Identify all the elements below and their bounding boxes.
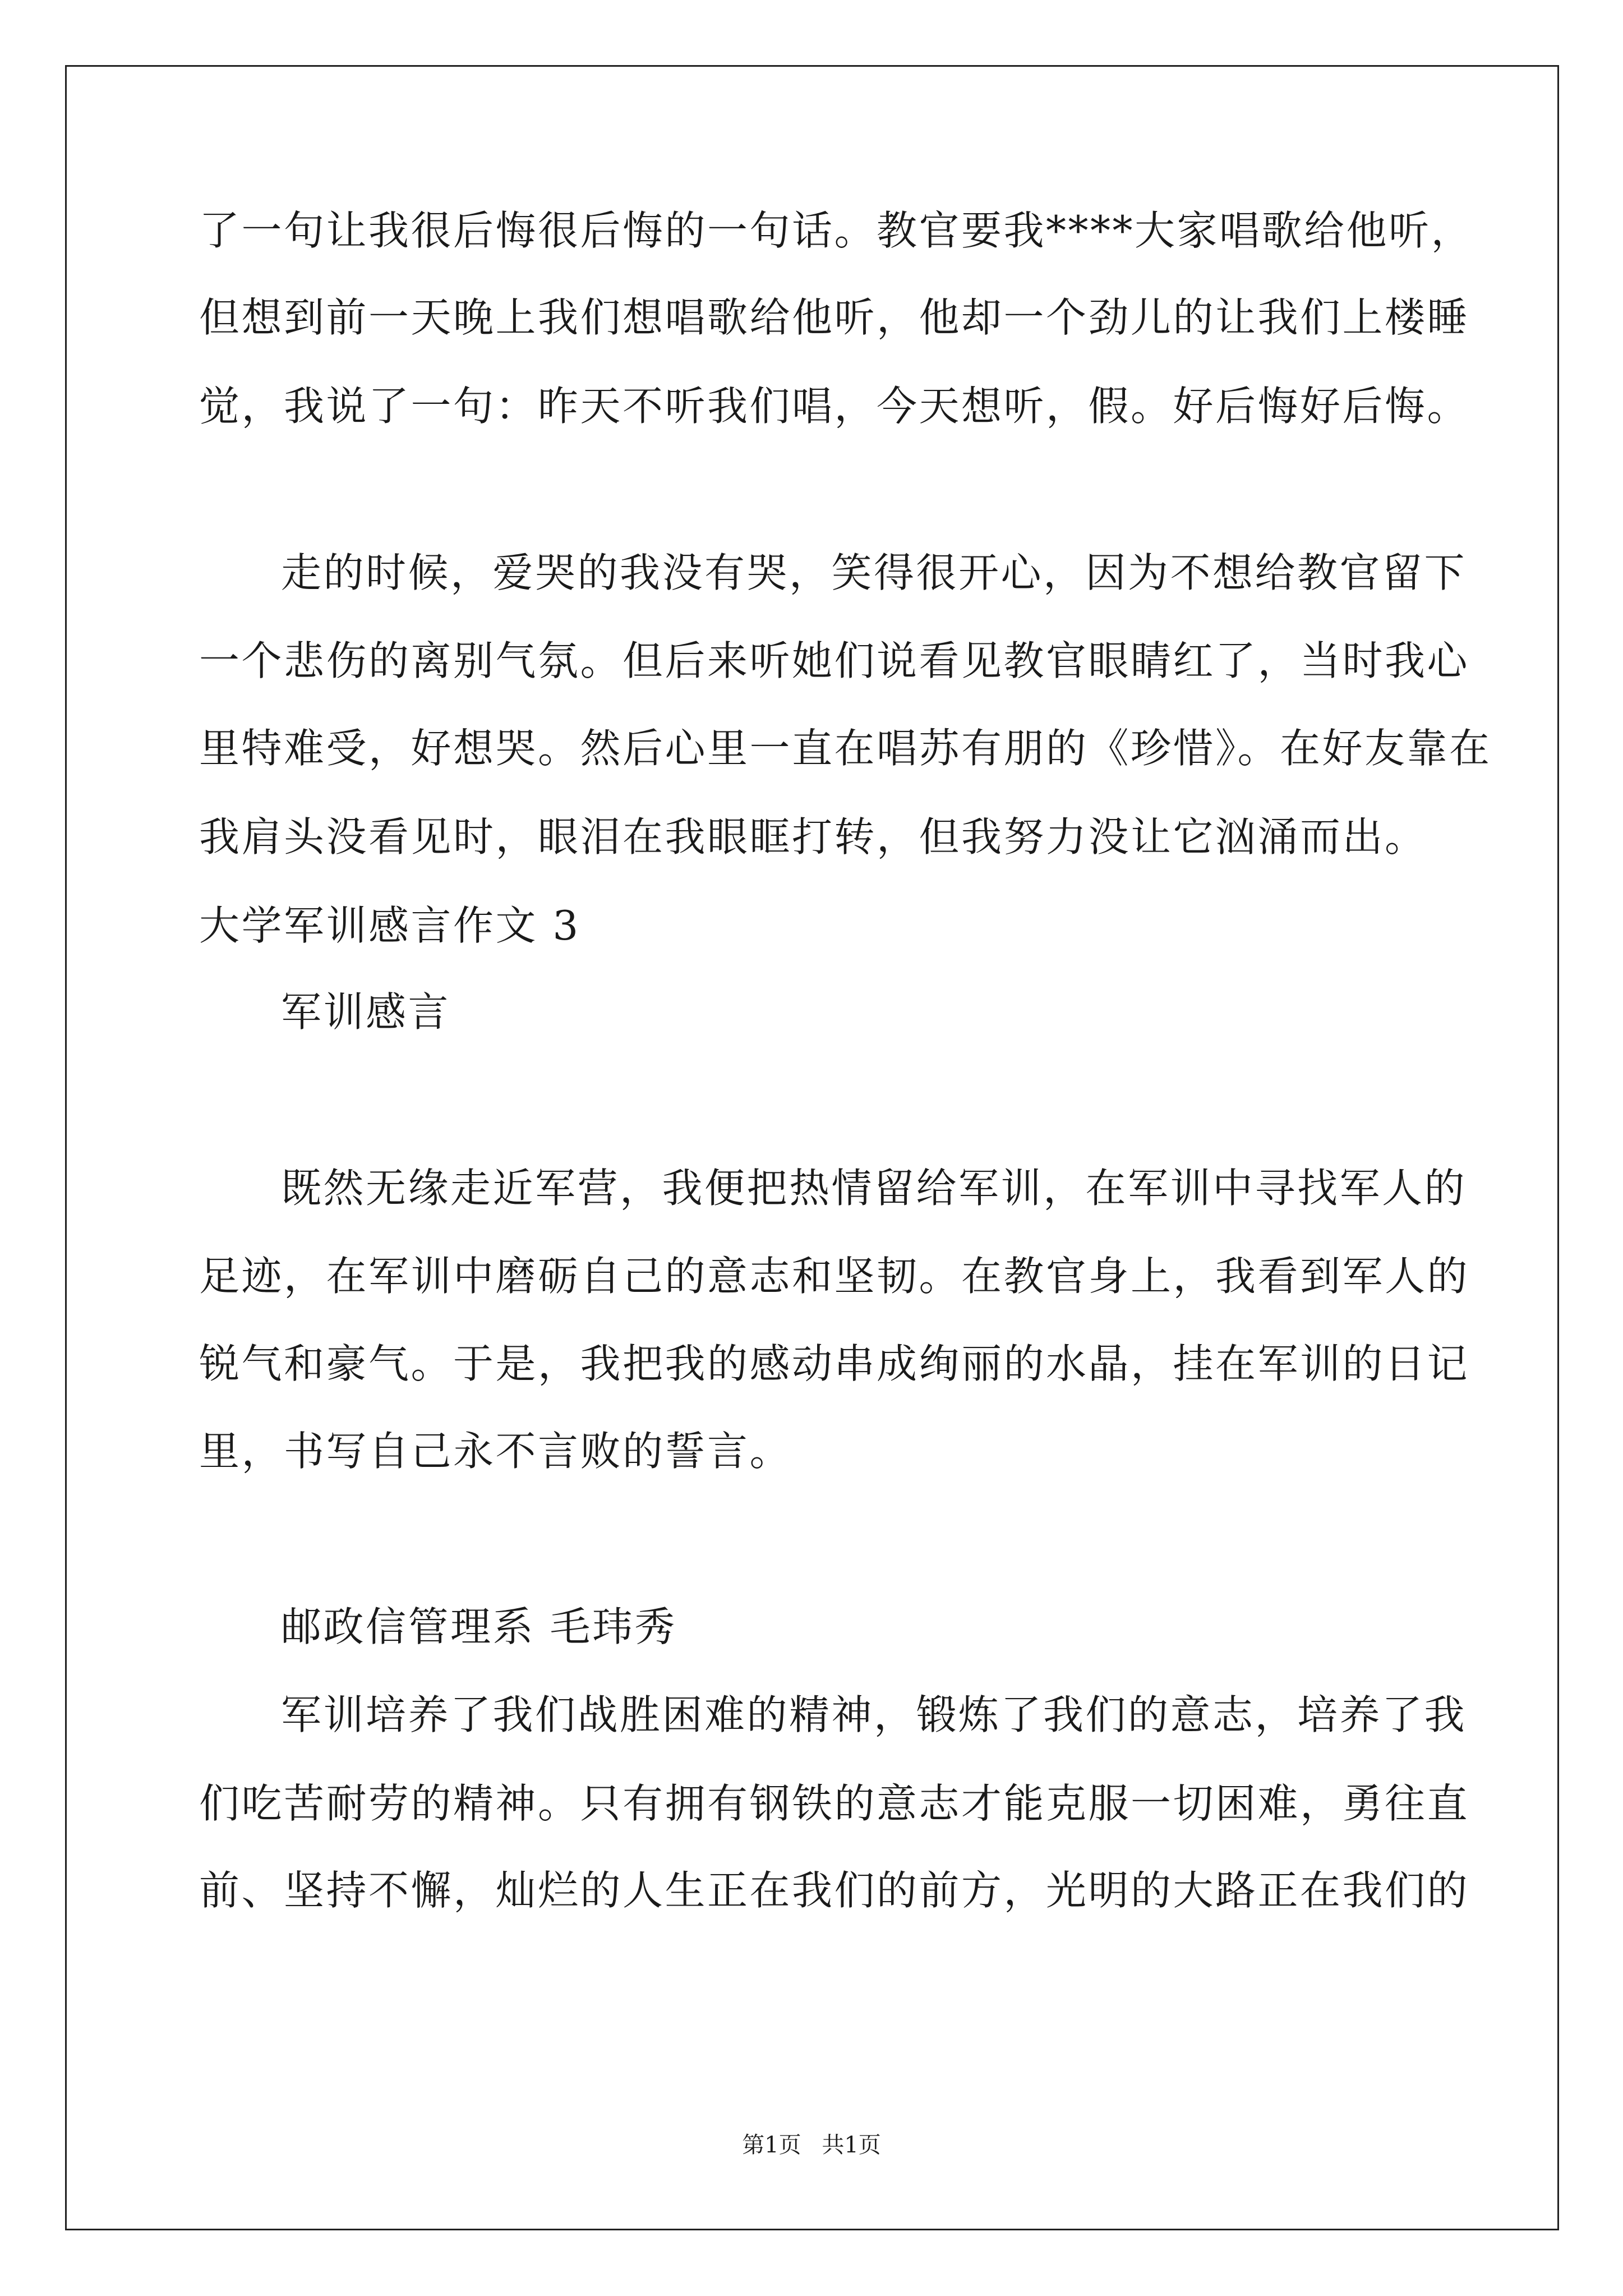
paragraph-line: 足迹，在军训中磨砺自己的意志和坚韧。在教官身上，我看到军人的 [199,1253,1470,1300]
paragraph-line: 锐气和豪气。于是，我把我的感动串成绚丽的水晶，挂在军训的日记 [199,1340,1470,1387]
section-heading: 大学军训感言作文 3 [199,902,580,949]
paragraph-line: 一个悲伤的离别气氛。但后来听她们说看见教官眼睛红了，当时我心 [199,637,1470,684]
page-footer [0,2128,1623,2162]
paragraph-line: 觉，我说了一句：昨天不听我们唱，今天想听，假。好后悔好后悔。 [199,383,1470,430]
page-total: 共1页 [822,2132,881,2158]
paragraph-line: 里，书写自己永不言败的誓言。 [199,1428,792,1475]
paragraph-line: 走的时候，爱哭的我没有哭，笑得很开心，因为不想给教官留下 [281,549,1467,596]
paragraph-line: 里特难受，好想哭。然后心里一直在唱苏有朋的《珍惜》。在好友靠在 [199,725,1492,772]
paragraph-line: 但想到前一天晚上我们想唱歌给他听，他却一个劲儿的让我们上楼睡 [199,294,1470,341]
author-line: 邮政信管理系 毛玮秀 [281,1603,677,1650]
section-subtitle: 军训感言 [281,988,451,1036]
paragraph-line: 们吃苦耐劳的精神。只有拥有钢铁的意志才能克服一切困难，勇往直 [199,1780,1470,1827]
paragraph-line: 了一句让我很后悔很后悔的一句话。教官要我****大家唱歌给他听， [199,207,1474,254]
paragraph-line: 既然无缘走近军营，我便把热情留给军训，在军训中寻找军人的 [281,1165,1467,1212]
page-number: 第1页 [742,2132,801,2158]
paragraph-line: 前、坚持不懈，灿烂的人生正在我们的前方，光明的大路正在我们的 [199,1867,1470,1914]
paragraph-line: 军训培养了我们战胜困难的精神，锻炼了我们的意志，培养了我 [281,1691,1467,1738]
paragraph-line: 我肩头没看见时，眼泪在我眼眶打转，但我努力没让它汹涌而出。 [199,813,1427,861]
